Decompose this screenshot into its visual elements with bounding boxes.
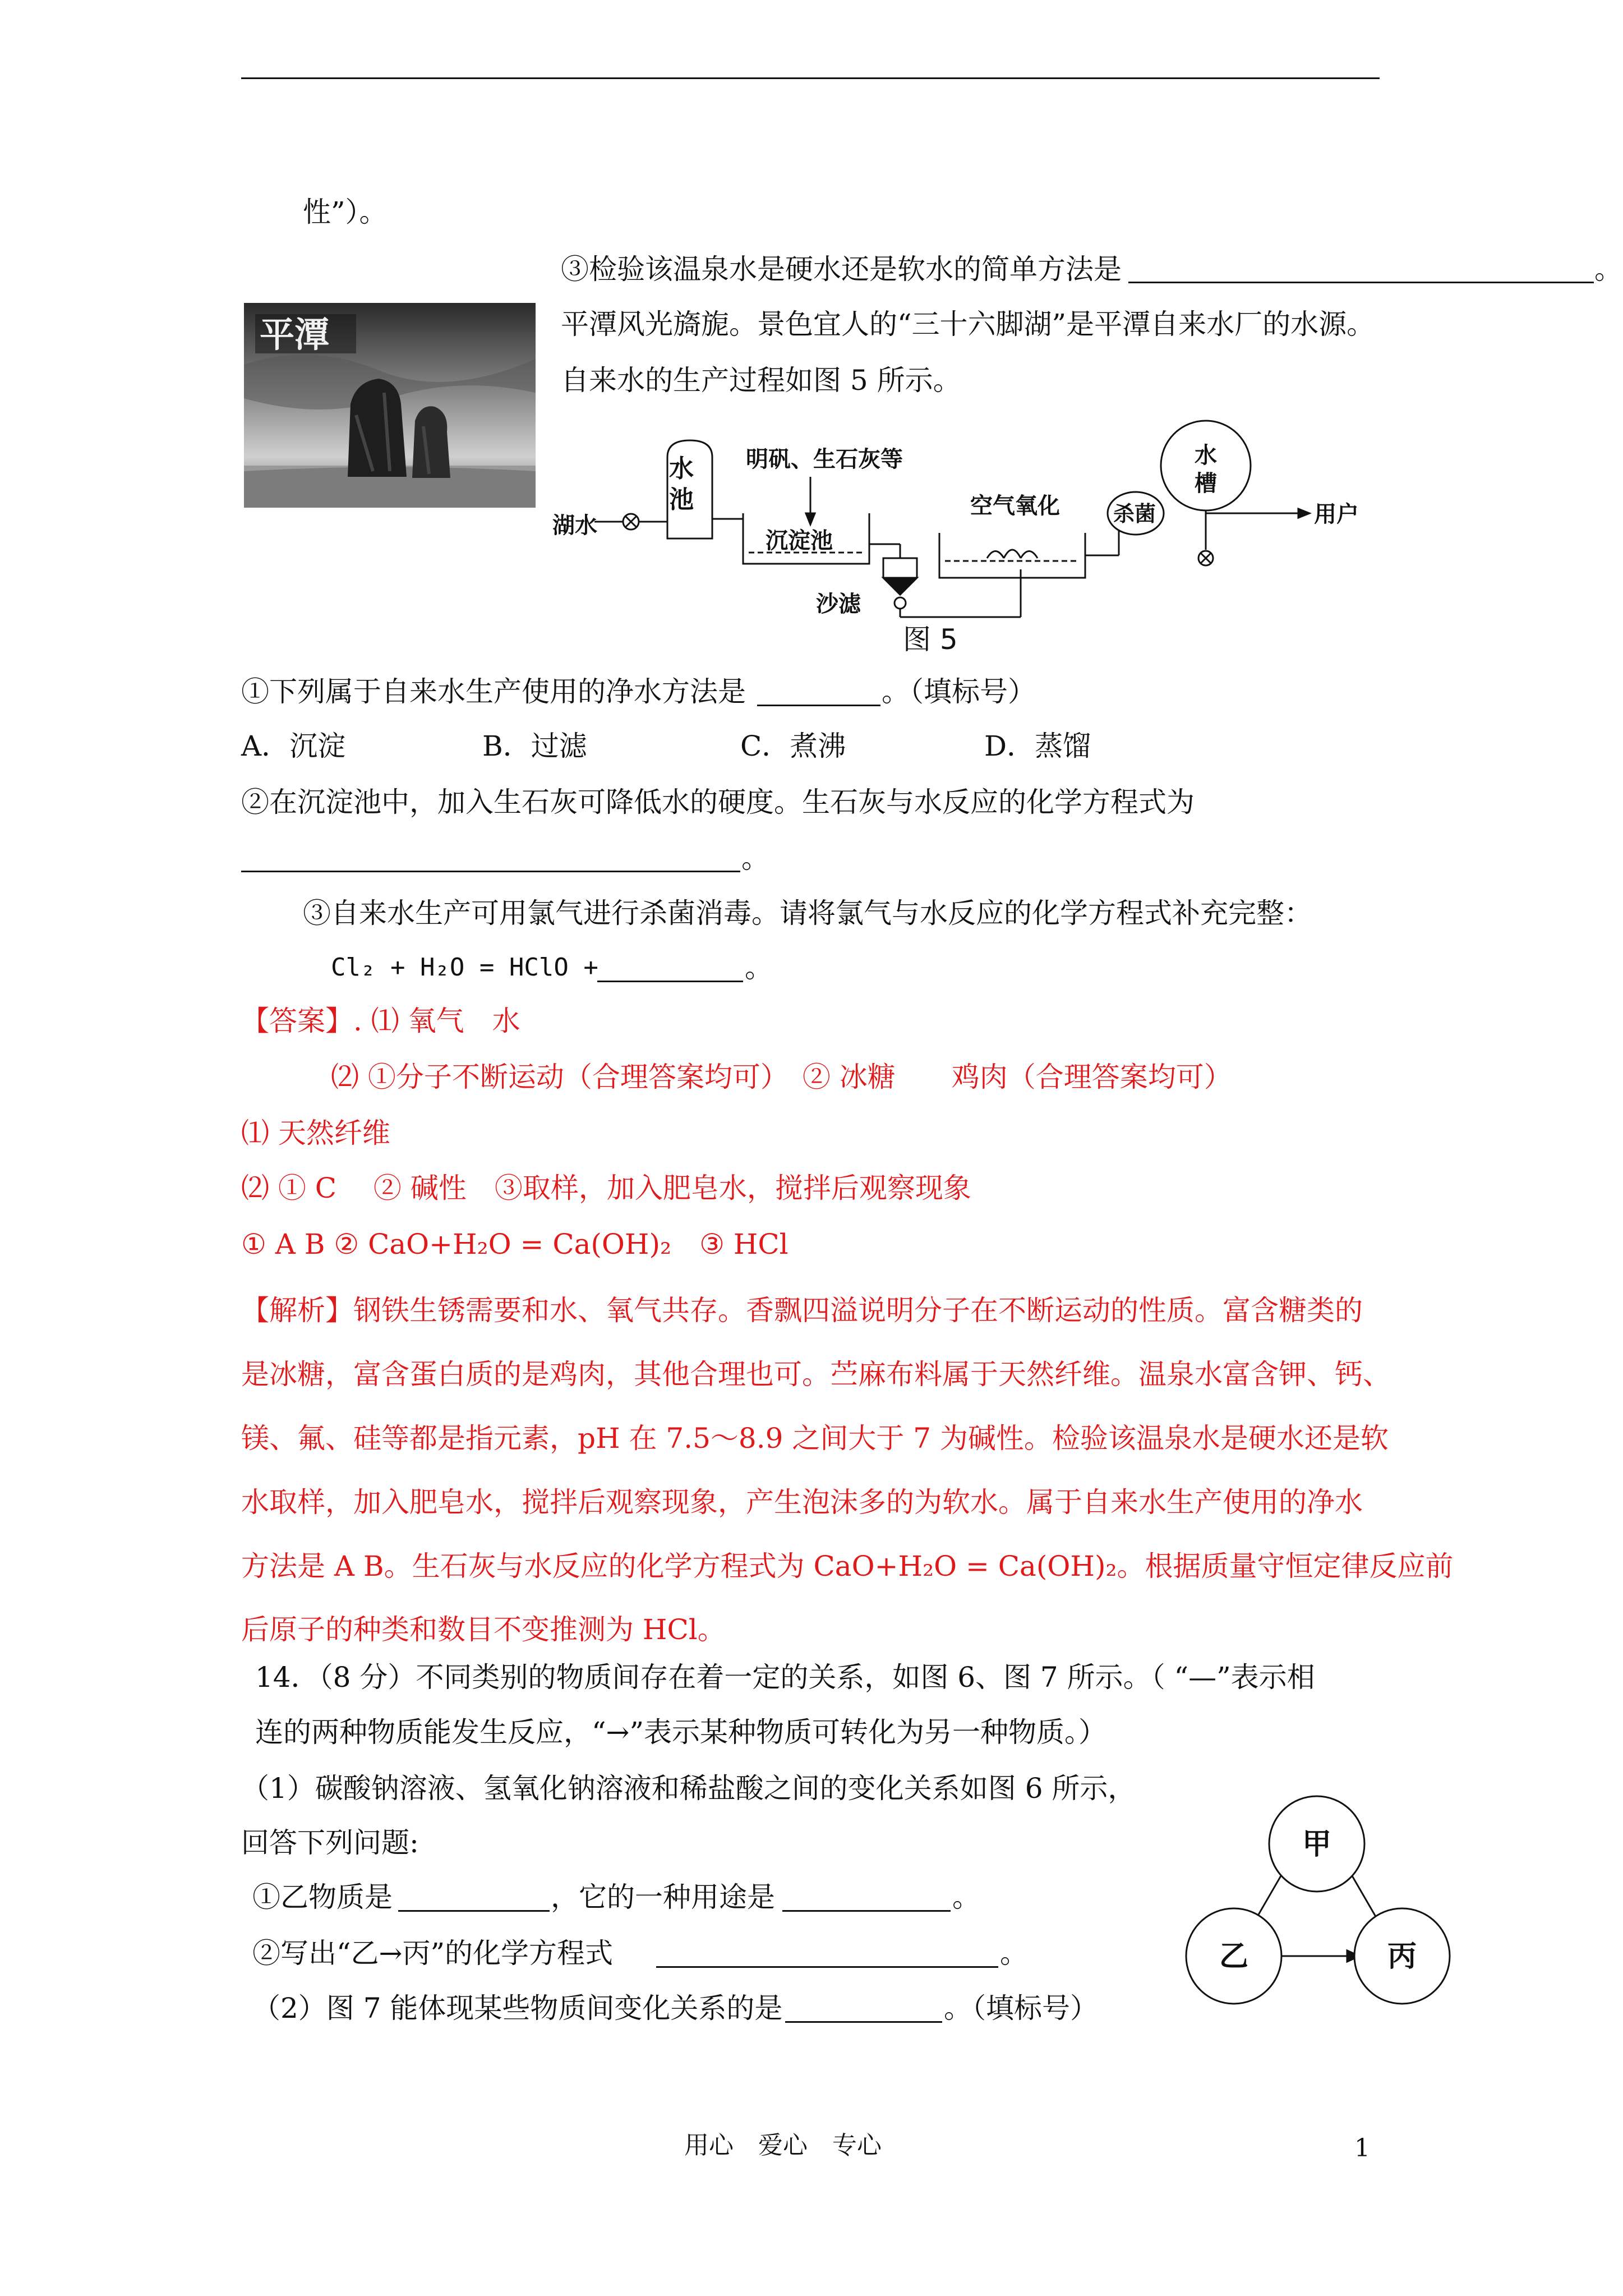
answer-blank (757, 677, 880, 706)
answer-label: 【答案】 (241, 1005, 353, 1037)
lake-water-label: 湖水 (552, 513, 597, 539)
text-line: 。 (745, 951, 773, 984)
text-line: 平潭风光旖旎。景色宜人的“三十六脚湖”是平潭自来水厂的水源。 (561, 308, 1375, 341)
answer-line: ⑵ ①分子不断运动（合理答案均可） ② 冰糖 鸡肉（合理答案均可） (331, 1061, 1232, 1093)
option-d: D．蒸馏 (984, 730, 1091, 762)
answer-blank (1128, 254, 1594, 283)
analysis-line: 水取样，加入肥皂水，搅拌后观察现象，产生泡沫多的为软水。属于自来水生产使用的净水 (241, 1486, 1363, 1519)
text-line: ①下列属于自来水生产使用的净水方法是 (241, 675, 746, 708)
air-oxidation-label: 空气氧化 (970, 493, 1060, 519)
analysis-line: 镁、氟、硅等都是指元素，pH 在 7.5～8.9 之间大于 7 为碱性。检验该温泉水是硬水还是软 (241, 1422, 1389, 1455)
page-number: 1 (1354, 2134, 1370, 2162)
text-line: 自来水的生产过程如图 5 所示。 (561, 364, 961, 397)
answer-blank (782, 1882, 951, 1912)
q14-line: 连的两种物质能发生反应，“→”表示某种物质可转化为另一种物质。） (255, 1716, 1107, 1749)
answer-line: ① A B ② CaO+H₂O = Ca(OH)₂ ③ HCl (241, 1228, 789, 1260)
analysis-line: 后原子的种类和数目不变推测为 HCl。 (241, 1613, 726, 1646)
answer-line: ⑴ 天然纤维 (241, 1117, 390, 1149)
sterilize-label: 杀菌 (1113, 501, 1156, 526)
q14-line: （1）碳酸钠溶液、氢氧化钠溶液和稀盐酸之间的变化关系如图 6 所示， (241, 1772, 1136, 1805)
option-a: A．沉淀 (241, 730, 346, 762)
sedimentation-label: 沉淀池 (766, 528, 833, 554)
q14-line: ②写出“乙→丙”的化学方程式 (252, 1937, 614, 1970)
text-line: 。（填标号） (882, 675, 1036, 708)
figure6-diagram (1183, 1798, 1497, 2011)
q14-line: 回答下列问题: (241, 1826, 419, 1859)
answer-blank (241, 843, 740, 872)
analysis-line: 是冰糖，富含蛋白质的是鸡肉，其他合理也可。苎麻布料属于天然纤维。温泉水富含钾、钙、 (241, 1358, 1391, 1391)
text-line: ②在沉淀池中，加入生石灰可降低水的硬度。生石灰与水反应的化学方程式为 (241, 786, 1195, 818)
option-c: C．煮沸 (740, 730, 846, 762)
analysis-line: 方法是 A B。生石灰与水反应的化学方程式为 CaO+H₂O = Ca(OH)₂。根据质量守恒定律反应前 (241, 1550, 1454, 1582)
pool-label-2: 池 (669, 485, 694, 514)
analysis-line: 【解析】钢铁生锈需要和水、氧气共存。香飘四溢说明分子在不断运动的性质。富含糖类的 (241, 1294, 1363, 1327)
text-line: 。 (741, 842, 769, 875)
text-line: ③检验该温泉水是硬水还是软水的简单方法是 (561, 253, 1122, 286)
tank-label-2: 槽 (1195, 471, 1217, 496)
answer-blank (597, 953, 743, 982)
figure5-caption: 图 5 (903, 623, 958, 656)
answer-blank (398, 1882, 550, 1912)
sand-filter-label: 沙滤 (816, 591, 861, 617)
q14-line: ①乙物质是 (252, 1881, 393, 1913)
q14-line: ，它的一种用途是 (551, 1881, 775, 1913)
reagent-label: 明矾、生石灰等 (746, 447, 903, 472)
answer-blank (656, 1938, 998, 1968)
analysis-label: 【解析】 (241, 1294, 353, 1327)
node-yi: 乙 (1219, 1940, 1249, 1973)
q14-line: 14．（8 分）不同类别的物质间存在着一定的关系，如图 6、图 7 所示。（ “—”表示相 (255, 1661, 1315, 1694)
q14-line: （2）图 7 能体现某些物质间变化关系的是 (252, 1992, 783, 2024)
pingtan-photo (244, 303, 536, 508)
answer-blank (785, 1993, 942, 2023)
tank-label-1: 水 (1195, 443, 1217, 468)
node-jia: 甲 (1302, 1828, 1332, 1861)
header-rule (241, 77, 1380, 79)
answer-line: ⑵ ① C ② 碱性 ③取样，加入肥皂水，搅拌后观察现象 (241, 1172, 971, 1204)
answer-heading (241, 1004, 520, 1038)
user-label: 用户 (1314, 501, 1359, 527)
q14-line: 。 (952, 1881, 980, 1913)
answer-line: . ⑴ 氧气 水 (353, 1005, 520, 1037)
node-bing: 丙 (1387, 1940, 1417, 1973)
text-line: 性”）。 (303, 196, 388, 228)
q14-line: 。（填标号） (944, 1992, 1098, 2024)
q14-line: 。 (1000, 1937, 1028, 1970)
option-b: B．过滤 (482, 730, 587, 762)
footer-motto: 用心 爱心 专心 (684, 2131, 882, 2160)
text-line: ③自来水生产可用氯气进行杀菌消毒。请将氯气与水反应的化学方程式补充完整： (303, 897, 1312, 930)
equation: Cl₂ + H₂O = HClO + (331, 953, 598, 982)
text-line: 。 (1594, 253, 1622, 286)
photo-label: 平潭 (260, 314, 330, 355)
pool-label-1: 水 (669, 454, 694, 483)
